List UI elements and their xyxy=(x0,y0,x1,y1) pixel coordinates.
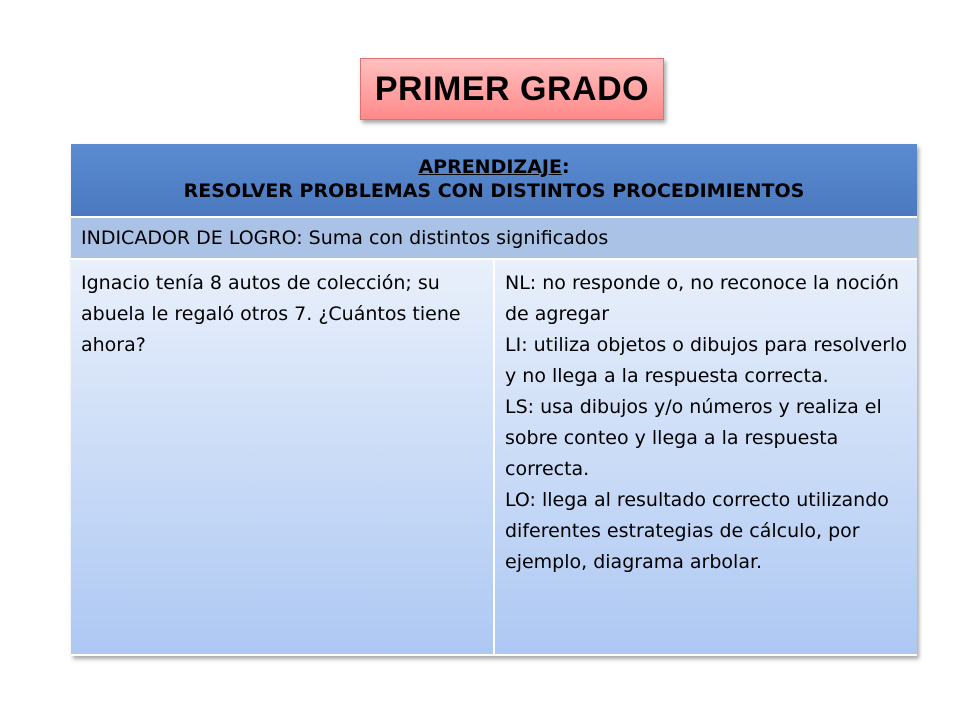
header-line-1 xyxy=(418,156,569,180)
level-nl: NL: no responde o, no reconoce la noción de agregar xyxy=(505,272,899,325)
indicator-row xyxy=(71,218,917,260)
problem-text: Ignacio tenía 8 autos de colección; su abuela le regaló otros 7. ¿Cuántos tiene ahora? xyxy=(81,272,461,356)
levels-cell xyxy=(495,260,917,654)
level-li: LI: utiliza objetos o dibujos para resolverlo y no llega a la respuesta correcta. xyxy=(505,334,907,387)
table-header xyxy=(71,144,917,218)
problem-cell xyxy=(71,260,495,654)
slide-title: PRIMER GRADO xyxy=(374,69,650,108)
indicator-text: INDICADOR DE LOGRO: Suma con distintos significados xyxy=(81,227,609,249)
level-ls: LS: usa dibujos y/o números y realiza el sobre conteo y llega a la respuesta correcta. xyxy=(505,396,882,480)
header-aprendizaje: APRENDIZAJE xyxy=(418,156,562,179)
table-body-row xyxy=(71,260,917,654)
learning-table xyxy=(71,144,917,656)
header-line-2: RESOLVER PROBLEMAS CON DISTINTOS PROCEDIMIENTOS xyxy=(183,180,805,202)
header-colon: : xyxy=(561,156,570,179)
level-lo: LO: llega al resultado correcto utilizando diferentes estrategias de cálculo, por ejemplo, diagrama arbolar. xyxy=(505,489,889,573)
title-box xyxy=(360,58,664,120)
